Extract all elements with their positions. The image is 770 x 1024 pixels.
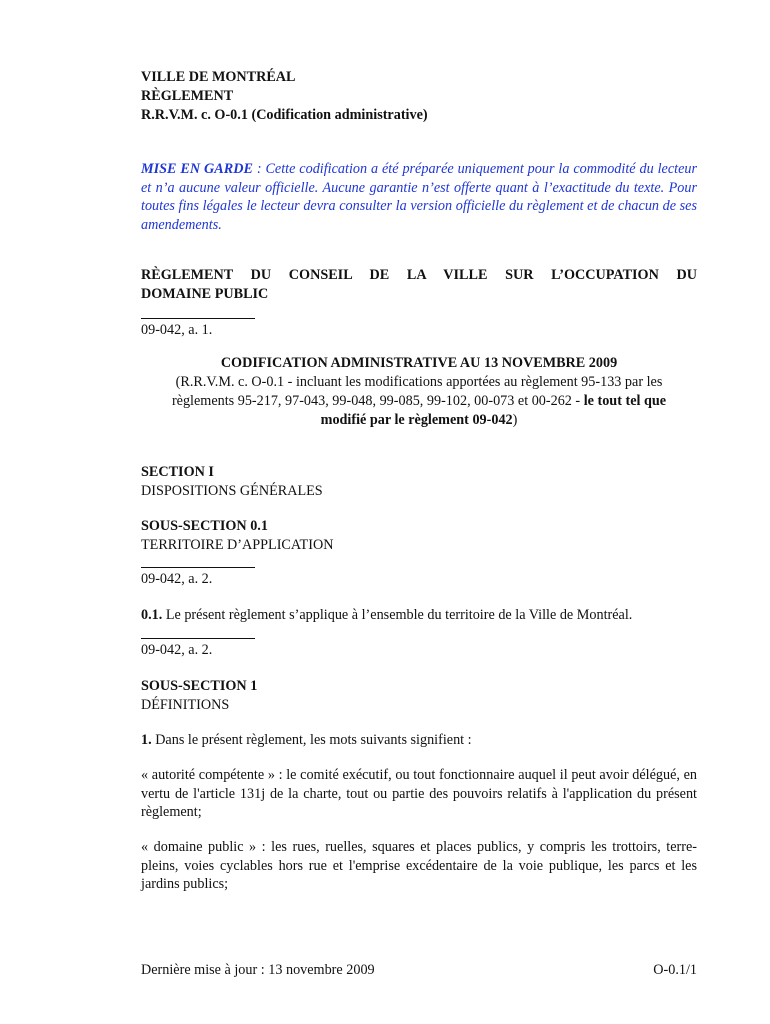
subsection-0-1 [141, 517, 333, 555]
article-text: Dans le présent règlement, les mots suivants signifient : [151, 732, 472, 748]
regulation-title-line1: RÈGLEMENT DU CONSEIL DE LA VILLE SUR L’OCCUPATION DU [141, 267, 697, 283]
subsection-subtitle: TERRITOIRE D’APPLICATION [141, 537, 334, 553]
section-subtitle: DISPOSITIONS GÉNÉRALES [141, 483, 323, 499]
subsection-heading: SOUS-SECTION 0.1 [141, 518, 268, 534]
article-number: 1. [141, 732, 152, 748]
codification-line1: (R.R.V.M. c. O-0.1 - incluant les modifications apportées au règlement 95-133 par les [175, 374, 663, 390]
subsection-1 [141, 677, 257, 715]
codification-line3 [141, 411, 697, 430]
city-name: VILLE DE MONTRÉAL [141, 69, 296, 85]
page-number: O-0.1/1 [653, 962, 697, 978]
codification-line3-bold: modifié par le règlement 09-042 [320, 412, 513, 428]
warning-notice [141, 160, 697, 234]
section-1 [141, 463, 323, 501]
regulation-title-line2: DOMAINE PUBLIC [141, 286, 269, 302]
regulation-title [141, 266, 697, 304]
reference-rule [141, 567, 255, 568]
document-header [141, 68, 428, 125]
document-reference: R.R.V.M. c. O-0.1 (Codification administrative) [141, 107, 428, 123]
article-text: Le présent règlement s’applique à l’ensemble du territoire de la Ville de Montréal. [162, 607, 633, 623]
subsection-subtitle: DÉFINITIONS [141, 697, 230, 713]
codification-block [141, 354, 697, 430]
warning-lead: MISE EN GARDE [141, 161, 253, 177]
definition-domaine-public: « domaine public » : les rues, ruelles, squares et places publics, y compris les trottoirs, terre-pleins, voies cyclables hors rue et l'emprise excédentaire de la voie publique, les parcs et les jardins publics; [141, 839, 697, 892]
codification-title: CODIFICATION ADMINISTRATIVE AU 13 NOVEMBRE 2009 [220, 355, 618, 371]
subsection-heading: SOUS-SECTION 1 [141, 678, 258, 694]
article-1 [141, 731, 697, 750]
codification-line2-text: règlements 95-217, 97-043, 99-048, 99-085, 99-102, 00-073 et 00-262 - [171, 393, 584, 409]
article-number: 0.1. [141, 607, 163, 623]
warning-text: : Cette codification a été préparée uniquement pour la commodité du lecteur et n’a aucune valeur officielle. Aucune garantie n’est offerte quant à l’exactitude du texte. Pour toutes fins légales le lecteur devra consulter la version officielle du règlement et de chacun de ses amendements. [141, 161, 697, 233]
last-update: Dernière mise à jour : 13 novembre 2009 [141, 962, 375, 978]
reference-rule [141, 638, 255, 639]
article-0-1 [141, 606, 697, 625]
amendment-reference: 09-042, a. 2. [141, 642, 213, 658]
document-type: RÈGLEMENT [141, 88, 234, 104]
document-page [141, 0, 697, 1024]
codification-line2-bold: le tout tel que [583, 393, 667, 409]
section-heading: SECTION I [141, 464, 214, 480]
reference-rule [141, 318, 255, 319]
definition-autorite-competente: « autorité compétente » : le comité exécutif, ou tout fonctionnaire auquel il peut avoir délégué, en vertu de l'article 131j de la charte, tout ou partie des pouvoirs relatifs à l'application du présent règlement; [141, 767, 697, 820]
amendment-reference: 09-042, a. 2. [141, 571, 213, 587]
codification-line3-end: ) [512, 412, 518, 428]
codification-line2 [141, 392, 697, 411]
amendment-reference: 09-042, a. 1. [141, 322, 213, 338]
